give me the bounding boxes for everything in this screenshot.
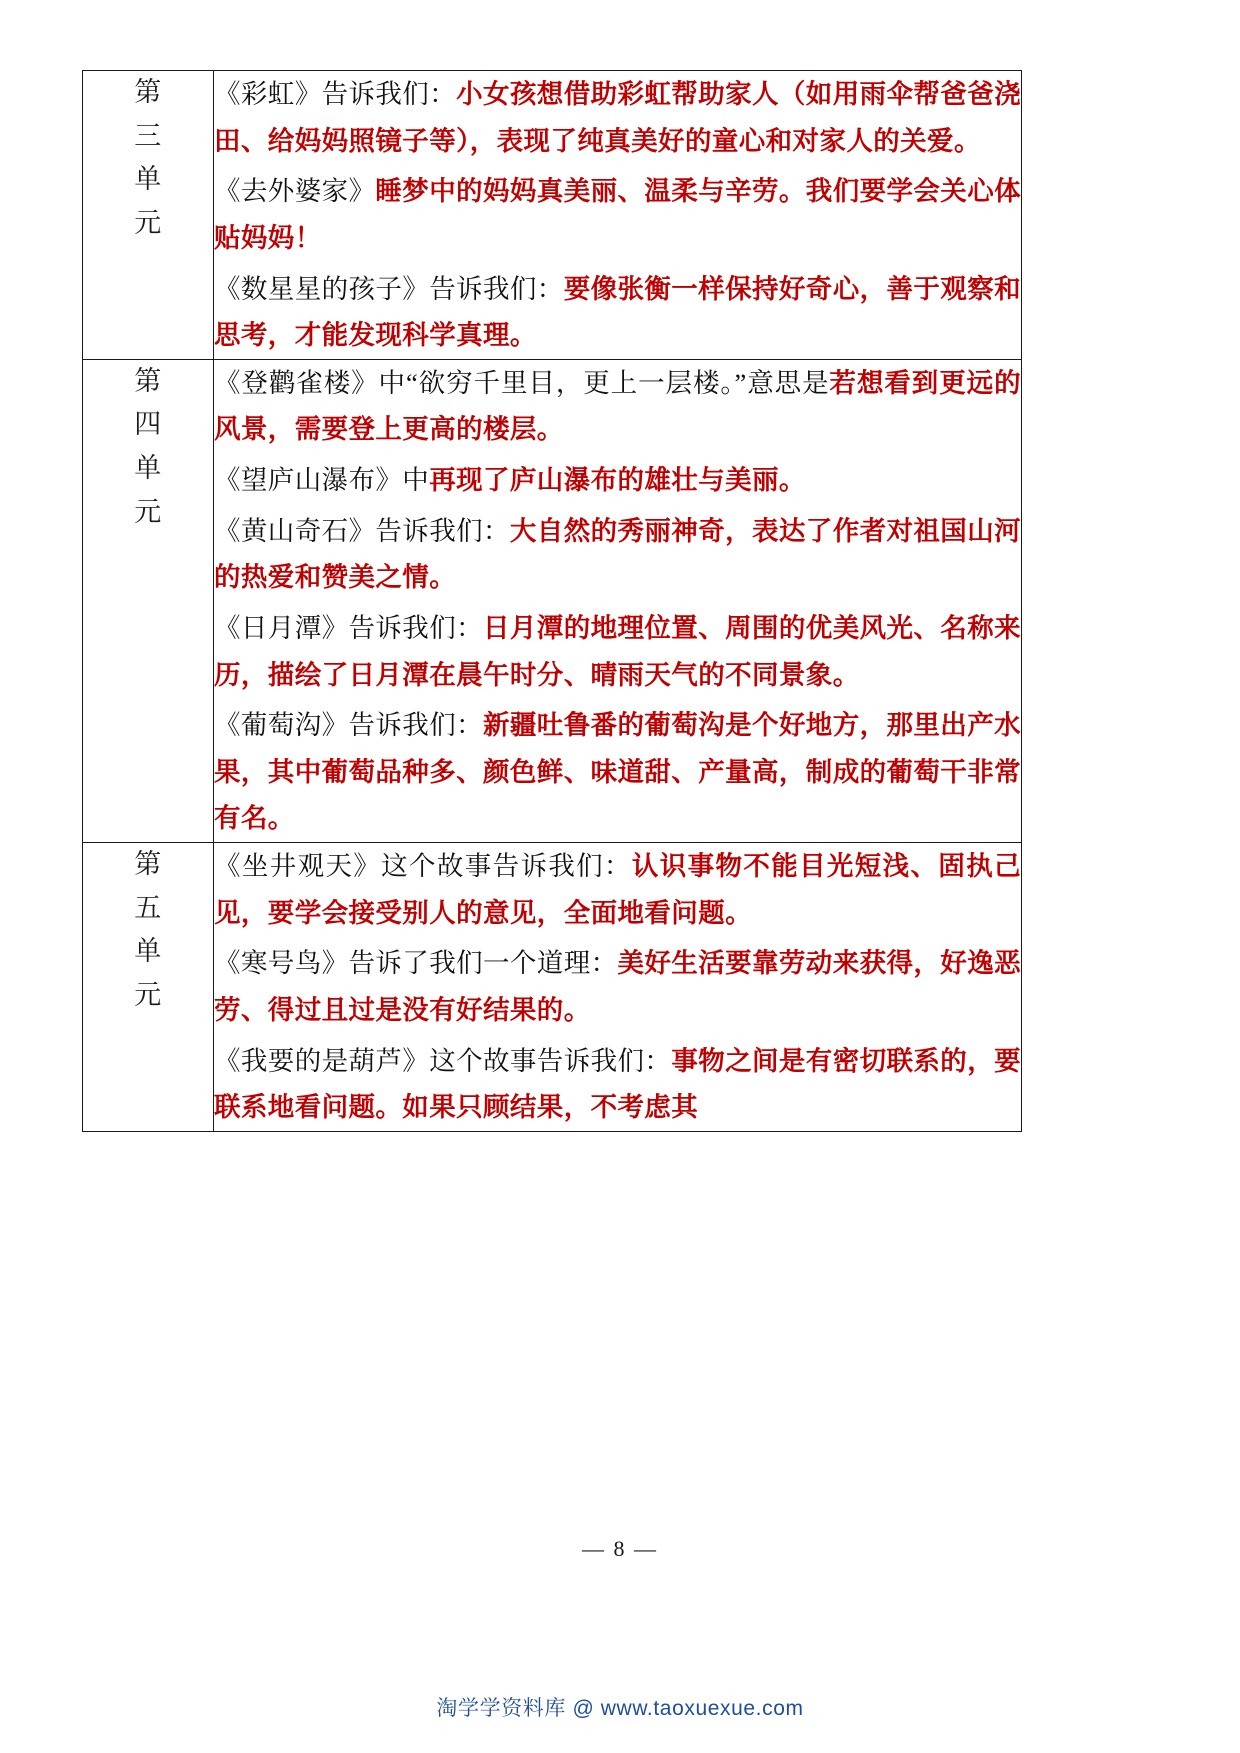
- entry-answer: 若想看到更远的风景，需要登上更高的楼层。: [214, 367, 1021, 445]
- entry-title: 《去外婆家》: [214, 176, 376, 207]
- entry-answer: 认识事物不能目光短浅、固执己见，要学会接受别人的意见，全面地看问题。: [214, 851, 1021, 928]
- unit-char: 五: [134, 892, 162, 923]
- entry-answer: 睡梦中的妈妈真美丽、温柔与辛劳。我们要学会关心体贴妈妈！: [214, 176, 1022, 253]
- table-row: [83, 359, 1022, 842]
- unit-char: 第: [134, 77, 162, 107]
- unit-char: 第: [134, 365, 162, 396]
- entry-title: 《我要的是葫芦》这个故事告诉我们：: [214, 1045, 672, 1076]
- unit-char: 单: [134, 936, 162, 967]
- unit-cell: [83, 359, 214, 842]
- entry-answer: 要像张衡一样保持好奇心，善于观察和思考，才能发现科学真理。: [214, 273, 1022, 351]
- unit-char: 第: [134, 849, 162, 879]
- unit-char: 单: [134, 453, 162, 484]
- entry: [214, 702, 1021, 842]
- unit-label: [134, 843, 162, 1018]
- content-cell: [214, 71, 1022, 360]
- unit-char: 三: [134, 120, 162, 151]
- table-row: [83, 71, 1022, 360]
- entry: [214, 457, 1021, 504]
- entry: [214, 843, 1021, 936]
- entry-title: 《望庐山瀑布》中: [214, 465, 430, 495]
- unit-char: 元: [134, 980, 162, 1011]
- unit-cell: [83, 843, 214, 1132]
- entry-title: 《登鹳雀楼》中“欲穷千里目，更上一层楼。”意思是: [214, 367, 830, 398]
- entry-title: 《日月潭》告诉我们：: [214, 612, 483, 643]
- entry: [214, 508, 1021, 601]
- table-body: [83, 71, 1022, 1132]
- unit-char: 元: [134, 208, 162, 239]
- content-cell: [214, 359, 1022, 842]
- entry-title: 《数星星的孩子》告诉我们：: [214, 273, 564, 304]
- entry: [214, 940, 1021, 1033]
- entry-title: 《彩虹》告诉我们：: [214, 79, 457, 109]
- unit-char: 单: [134, 164, 162, 195]
- unit-char: 四: [134, 409, 162, 440]
- entry-answer: 小女孩想借助彩虹帮助家人（如用雨伞帮爸爸浇田、给妈妈照镜子等），表现了纯真美好的童心和对家人的关爱。: [214, 79, 1022, 156]
- content-cell: [214, 843, 1022, 1132]
- entry-title: 《葡萄沟》告诉我们：: [214, 710, 483, 741]
- entry: [214, 168, 1021, 261]
- entry-title: 《寒号鸟》告诉了我们一个道理：: [214, 948, 618, 979]
- unit-cell: [83, 71, 214, 360]
- entry: [214, 1038, 1021, 1131]
- entry-answer: 日月潭的地理位置、周围的优美风光、名称来历，描绘了日月潭在晨午时分、晴雨天气的不同景象。: [214, 612, 1021, 690]
- entry-answer: 大自然的秀丽神奇，表达了作者对祖国山河的热爱和赞美之情。: [214, 515, 1022, 593]
- entry: [214, 360, 1021, 453]
- footer-watermark: 淘学学资料库 @ www.taoxuexue.com: [436, 1697, 804, 1720]
- entry: [214, 605, 1021, 698]
- entry-answer: 新疆吐鲁番的葡萄沟是个好地方，那里出产水果，其中葡萄品种多、颜色鲜、味道甜、产量高，制成的葡萄干非常有名。: [214, 710, 1021, 834]
- entry-answer: 事物之间是有密切联系的，要联系地看问题。如果只顾结果，不考虑其: [214, 1045, 1022, 1123]
- unit-label: [134, 71, 162, 246]
- entry: [214, 266, 1021, 359]
- entry-title: 《黄山奇石》告诉我们：: [214, 515, 510, 546]
- summary-table-container: [82, 70, 1022, 1132]
- unit-label: [134, 360, 162, 535]
- table-row: [83, 843, 1022, 1132]
- entry-answer: 美好生活要靠劳动来获得，好逸恶劳、得过且过是没有好结果的。: [214, 948, 1021, 1025]
- entry-answer: 再现了庐山瀑布的雄壮与美丽。: [429, 465, 806, 495]
- unit-summary-table: [82, 70, 1022, 1132]
- entry: [214, 71, 1021, 164]
- unit-char: 元: [134, 496, 162, 527]
- page-number: — 8 —: [582, 1536, 658, 1561]
- entry-title: 《坐井观天》这个故事告诉我们：: [214, 851, 632, 881]
